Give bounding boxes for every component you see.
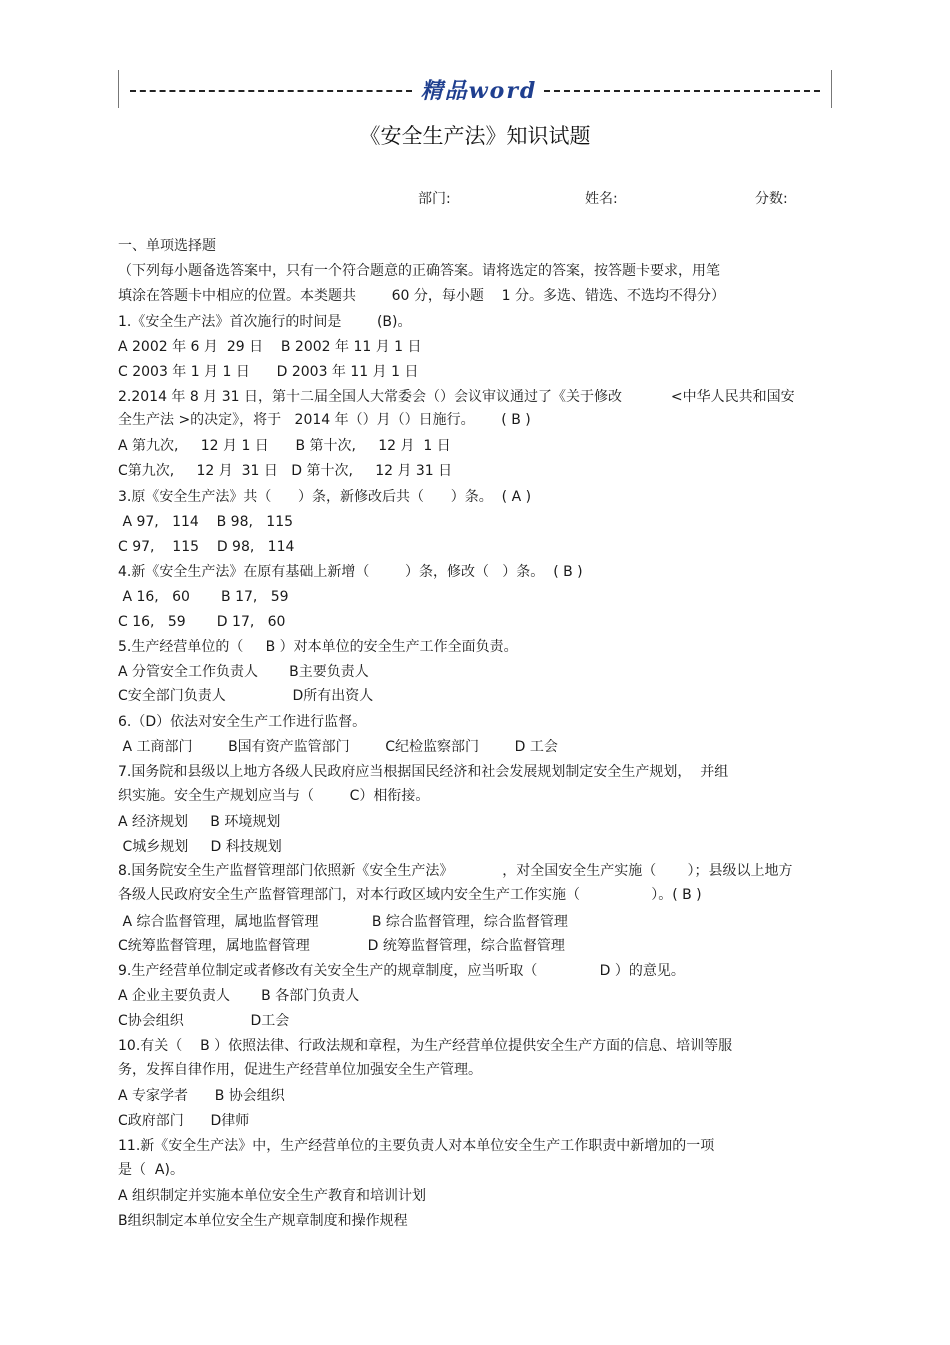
text-line: C政府部门 D律师 [118,1113,250,1129]
text-line: 4.新《安全生产法》在原有基础上新增（ ）条，修改（ ）条。 ( B ) [118,564,583,580]
document-title: 《安全生产法》知识试题 [359,124,591,148]
text-line: C协会组织 D工会 [118,1013,290,1029]
text-line: A 组织制定并实施本单位安全生产教育和培训计划 [118,1188,427,1204]
header-left-border [118,70,119,108]
text-line: （下列每小题备选答案中，只有一个符合题意的正确答案。请将选定的答案，按答题卡要求，用笔 [118,263,720,279]
page-header [118,70,832,108]
text-line: 8.国务院安全生产监督管理部门依照新《安全生产法》 ，对全国安全生产实施（ ）；县级以上地方 [118,863,793,879]
header-dashed-line-right [544,90,820,92]
text-line: C 2003 年 1 月 1 日 D 2003 年 11 月 1 日 [118,364,419,380]
text-line: A 专家学者 B 协会组织 [118,1088,285,1104]
text-line: A 工商部门 B国有资产监管部门 C纪检监察部门 D 工会 [118,739,558,755]
text-line: B组织制定本单位安全生产规章制度和操作规程 [118,1213,408,1229]
text-line: 7.国务院和县级以上地方各级人民政府应当根据国民经济和社会发展规划制定安全生产规划， 并组 [118,764,729,780]
text-line: A 企业主要负责人 B 各部门负责人 [118,988,360,1004]
text-line: 织实施。安全生产规划应当与（ C）相衔接。 [118,788,430,804]
text-line: 10.有关（ B ）依照法律、行政法规和章程，为生产经营单位提供安全生产方面的信息、培训等服 [118,1038,733,1054]
text-line: 1.《安全生产法》首次施行的时间是 (B)。 [118,314,412,330]
text-line: 是（ A)。 [118,1162,184,1178]
text-line: 各级人民政府安全生产监督管理部门，对本行政区域内安全生产工作实施（ ）。( B ) [118,887,702,903]
text-line: C 16, 59 D 17, 60 [118,614,286,630]
text-line: A 16, 60 B 17, 59 [118,589,289,605]
text-line: 全生产法 >的决定》，将于 2014 年（）月（）日施行。 ( B ) [118,412,531,428]
header-dashed-line-left [130,90,412,92]
text-line: 5.生产经营单位的（ B ）对本单位的安全生产工作全面负责。 [118,639,518,655]
text-line: C安全部门负责人 D所有出资人 [118,688,374,704]
text-line: A 分管安全工作负责人 B主要负责人 [118,664,369,680]
department-label: 部门: [418,191,451,207]
header-right-border [831,70,832,108]
text-line: C 97, 115 D 98, 114 [118,539,295,555]
text-line: A 97, 114 B 98, 115 [118,514,294,530]
text-line: A 2002 年 6 月 29 日 B 2002 年 11 月 1 日 [118,339,422,355]
text-line: 一、单项选择题 [118,238,216,254]
header-logo: 精品word [420,78,538,104]
text-line: 6.（D）依法对安全生产工作进行监督。 [118,714,367,730]
score-label: 分数: [755,191,788,207]
text-line: 2.2014 年 8 月 31 日，第十二届全国人大常委会（）会议审议通过了《关于修改 <中华人民共和国安 [118,389,795,405]
text-line: A 经济规划 B 环境规划 [118,814,281,830]
text-line: 9.生产经营单位制定或者修改有关安全生产的规章制度，应当听取（ D ）的意见。 [118,963,685,979]
text-line: A 第九次, 12 月 1 日 B 第十次, 12 月 1 日 [118,438,451,454]
text-line: C第九次, 12 月 31 日 D 第十次, 12 月 31 日 [118,463,453,479]
text-line: 11.新《安全生产法》中，生产经营单位的主要负责人对本单位安全生产工作职责中新增加的一项 [118,1138,715,1154]
text-line: 3.原《安全生产法》共（ ）条，新修改后共（ ）条。 ( A ) [118,489,532,505]
text-line: C统筹监督管理，属地监督管理 D 统筹监督管理，综合监督管理 [118,938,565,954]
text-line: 填涂在答题卡中相应的位置。本类题共 60 分，每小题 1 分。多选、错选、不选均不得分） [118,288,726,304]
text-line: 务，发挥自律作用，促进生产经营单位加强安全生产管理。 [118,1062,482,1078]
text-line: C城乡规划 D 科技规划 [118,839,282,855]
text-line: A 综合监督管理，属地监督管理 B 综合监督管理，综合监督管理 [118,914,568,930]
name-label: 姓名: [585,191,618,207]
